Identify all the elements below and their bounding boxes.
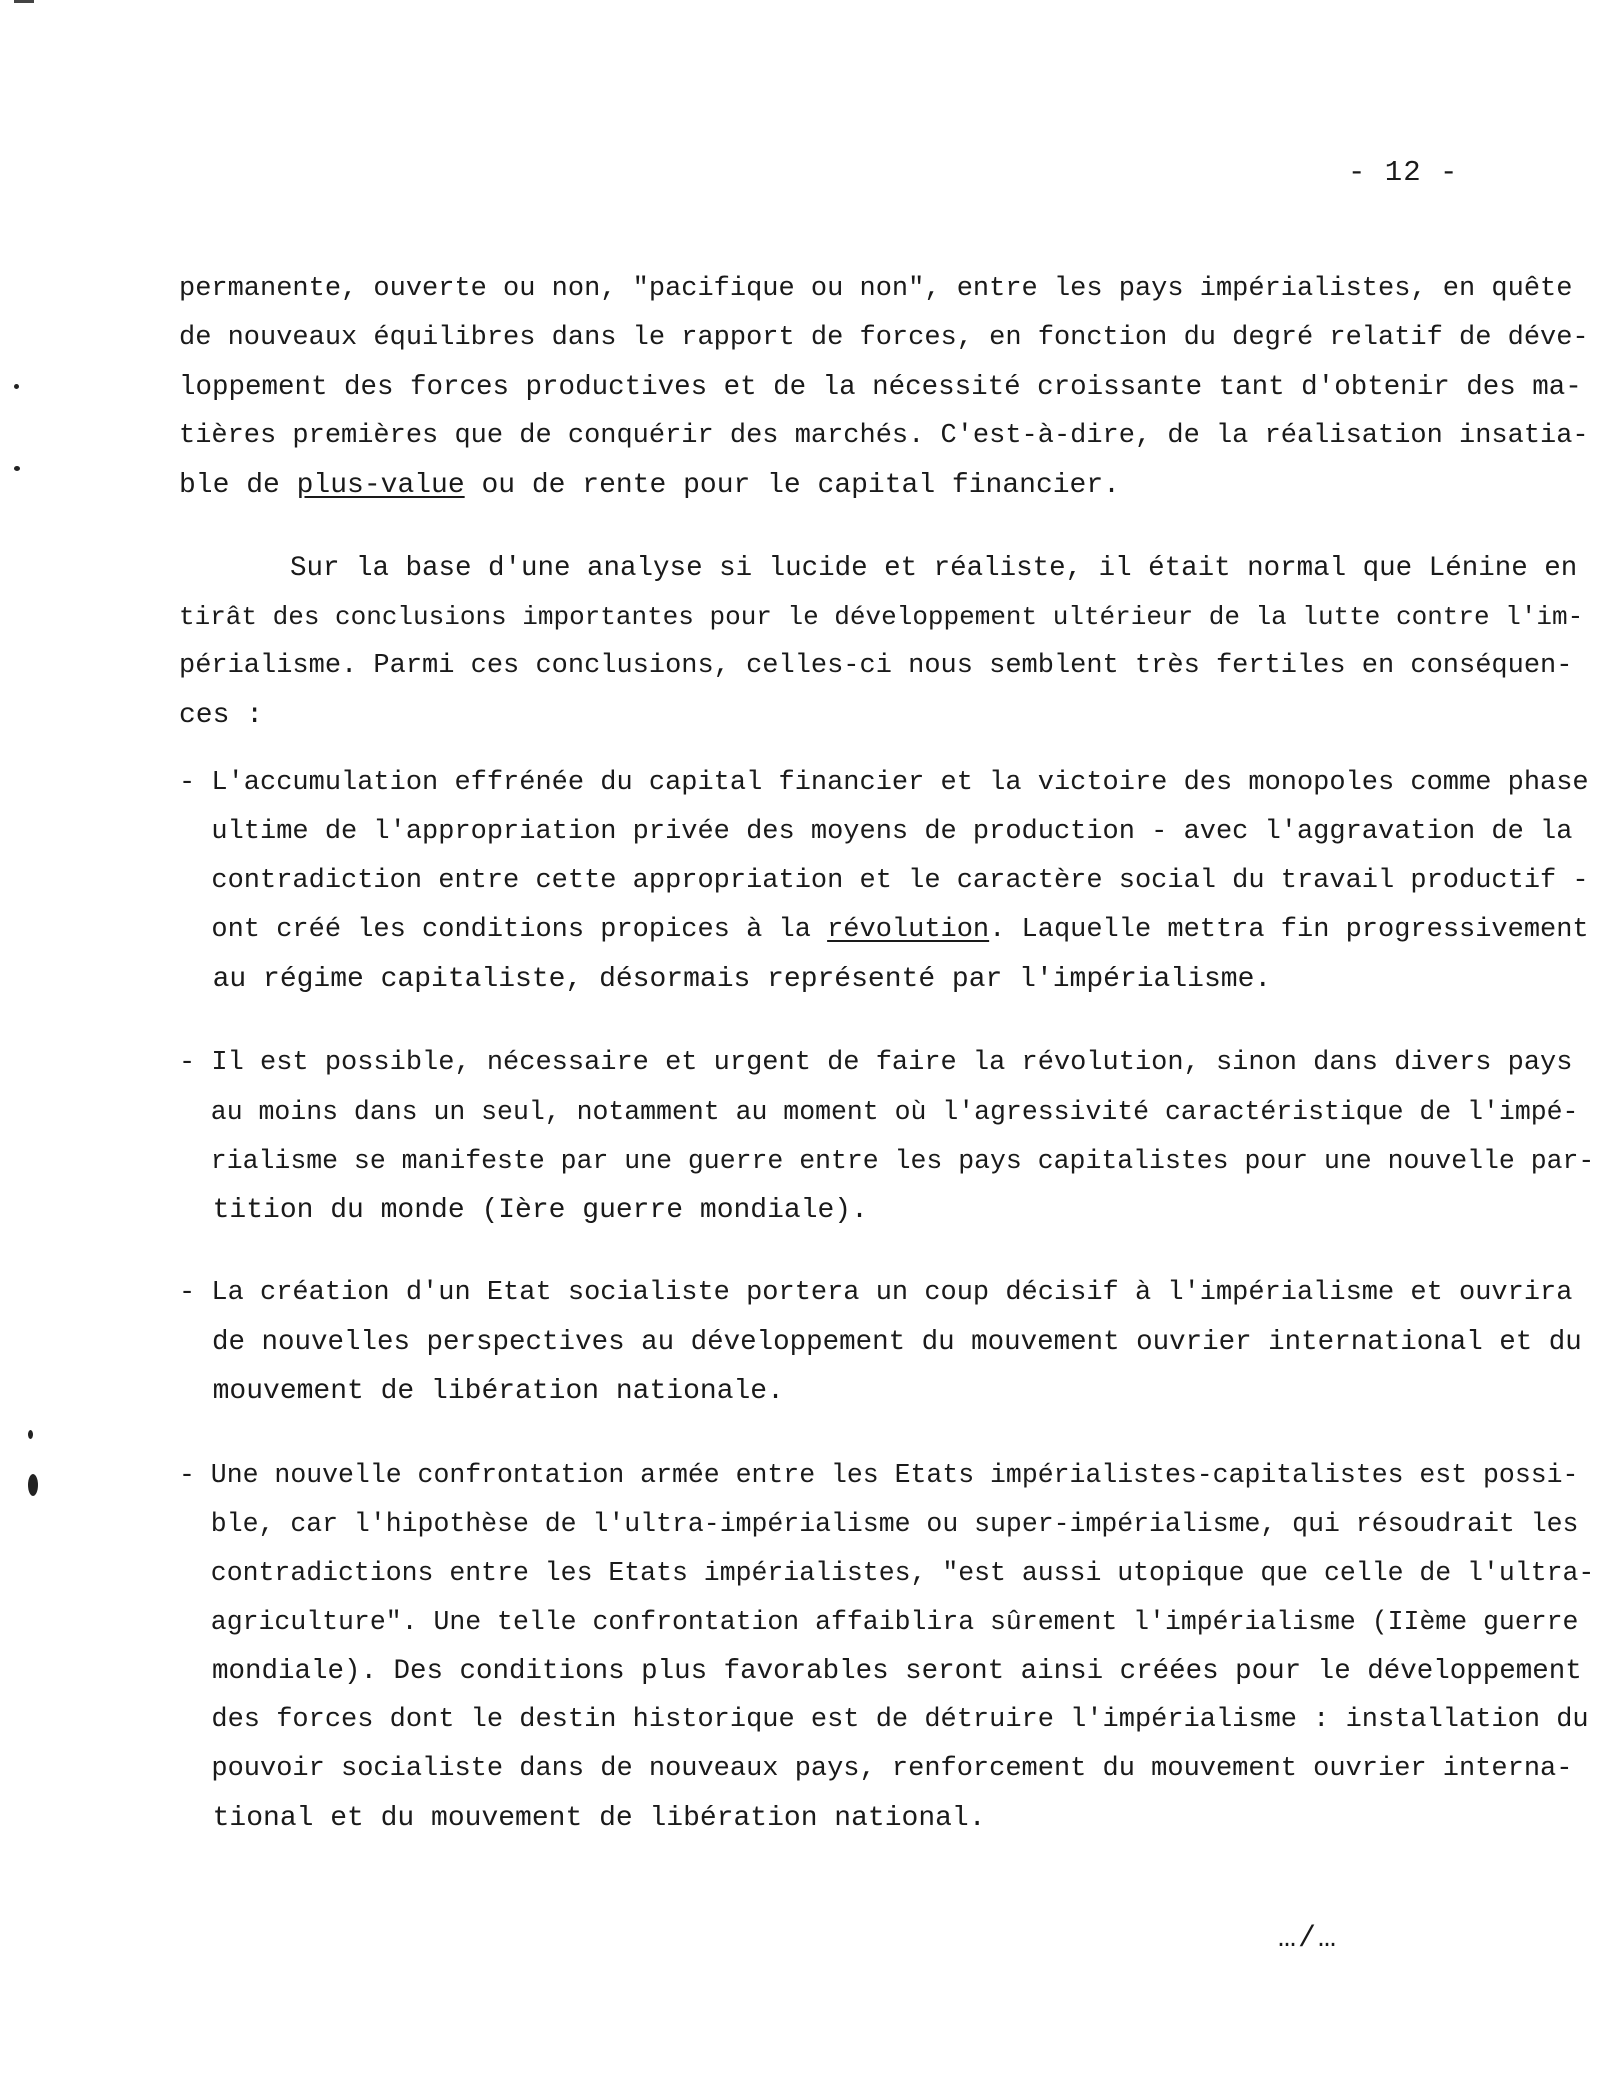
bullet-1-line: contradiction entre cette appropriation et le caractère social du travail productif - xyxy=(179,866,1589,896)
bullet-2-line: au moins dans un seul, notamment au moment où l'agressivité caractéristique de l'impé- xyxy=(179,1097,1579,1127)
text-fragment: ble de xyxy=(179,470,297,501)
bullet-3-line: mouvement de libération nationale. xyxy=(179,1376,784,1407)
paragraph-2-line: Sur la base d'une analyse si lucide et réaliste, il était normal que Lénine en xyxy=(290,553,1578,584)
continuation-marker: …/… xyxy=(1278,1922,1339,1956)
bullet-4-line: mondiale). Des conditions plus favorables seront ainsi créées pour le développement xyxy=(179,1656,1582,1687)
paragraph-1-line xyxy=(179,472,1120,500)
paragraph-2-line: tirât des conclusions importantes pour le développement ultérieur de la lutte contre l'im- xyxy=(179,602,1584,632)
bullet-1-line: - L'accumulation effrénée du capital financier et la victoire des monopoles comme phase xyxy=(179,768,1589,798)
scan-margin-blot xyxy=(28,1474,38,1496)
scan-margin-dot xyxy=(14,466,20,471)
bullet-4-line: ble, car l'hipothèse de l'ultra-impérialisme ou super-impérialisme, qui résoudrait les xyxy=(179,1509,1579,1539)
scan-corner-mark xyxy=(14,0,34,3)
bullet-4-line: pouvoir socialiste dans de nouveaux pays, renforcement du mouvement ouvrier interna- xyxy=(179,1754,1573,1784)
paragraph-1-line: de nouveaux équilibres dans le rapport de forces, en fonction du degré relatif de déve- xyxy=(179,323,1589,353)
bullet-4-line: des forces dont le destin historique est de détruire l'impérialisme : installation du xyxy=(179,1705,1589,1735)
text-fragment: ont créé les conditions propices à la xyxy=(179,915,828,945)
bullet-4-line: - Une nouvelle confrontation armée entre les Etats impérialistes-capitalistes est possi- xyxy=(179,1460,1579,1490)
paragraph-1-line: tières premières que de conquérir des marchés. C'est-à-dire, de la réalisation insatia- xyxy=(179,421,1589,451)
bullet-1-line: ultime de l'appropriation privée des moyens de production - avec l'aggravation de la xyxy=(179,817,1573,847)
paragraph-1-line: loppement des forces productives et de la nécessité croissante tant d'obtenir des ma- xyxy=(179,372,1582,403)
text-fragment: ou de rente pour le capital financier. xyxy=(464,470,1120,501)
bullet-1-line xyxy=(179,917,1589,944)
scan-margin-dot xyxy=(14,384,19,389)
bullet-3-line: - La création d'un Etat socialiste portera un coup décisif à l'impérialisme et ouvrira xyxy=(179,1278,1573,1308)
page-number: - 12 - xyxy=(1348,156,1459,189)
bullet-3-line: de nouvelles perspectives au développement du mouvement ouvrier international et du xyxy=(179,1327,1582,1358)
paragraph-1-line: permanente, ouverte ou non, "pacifique ou non", entre les pays impérialistes, en quête xyxy=(179,274,1573,304)
paragraph-2-line: ces : xyxy=(179,700,264,731)
paragraph-2-line: périalisme. Parmi ces conclusions, celles-ci nous semblent très fertiles en conséquen- xyxy=(179,651,1573,681)
text-fragment: . Laquelle mettra fin progressivement xyxy=(989,915,1589,945)
scan-margin-dot xyxy=(28,1430,33,1439)
bullet-2-line: - Il est possible, nécessaire et urgent de faire la révolution, sinon dans divers pays xyxy=(179,1048,1573,1078)
bullet-4-line: tional et du mouvement de libération national. xyxy=(179,1803,986,1834)
bullet-1-line: au régime capitaliste, désormais représenté par l'impérialisme. xyxy=(179,964,1272,995)
underlined-term-revolution: révolution xyxy=(827,915,990,945)
bullet-2-line: rialisme se manifeste par une guerre entre les pays capitalistes pour une nouvelle par- xyxy=(179,1146,1595,1176)
bullet-4-line: contradictions entre les Etats impérialistes, "est aussi utopique que celle de l'ultra- xyxy=(179,1558,1595,1588)
underlined-term-plus-value: plus-value xyxy=(296,470,465,501)
bullet-2-line: tition du monde (Ière guerre mondiale). xyxy=(179,1195,868,1226)
bullet-4-line: agriculture". Une telle confrontation affaiblira sûrement l'impérialisme (IIème guerre xyxy=(179,1607,1579,1637)
